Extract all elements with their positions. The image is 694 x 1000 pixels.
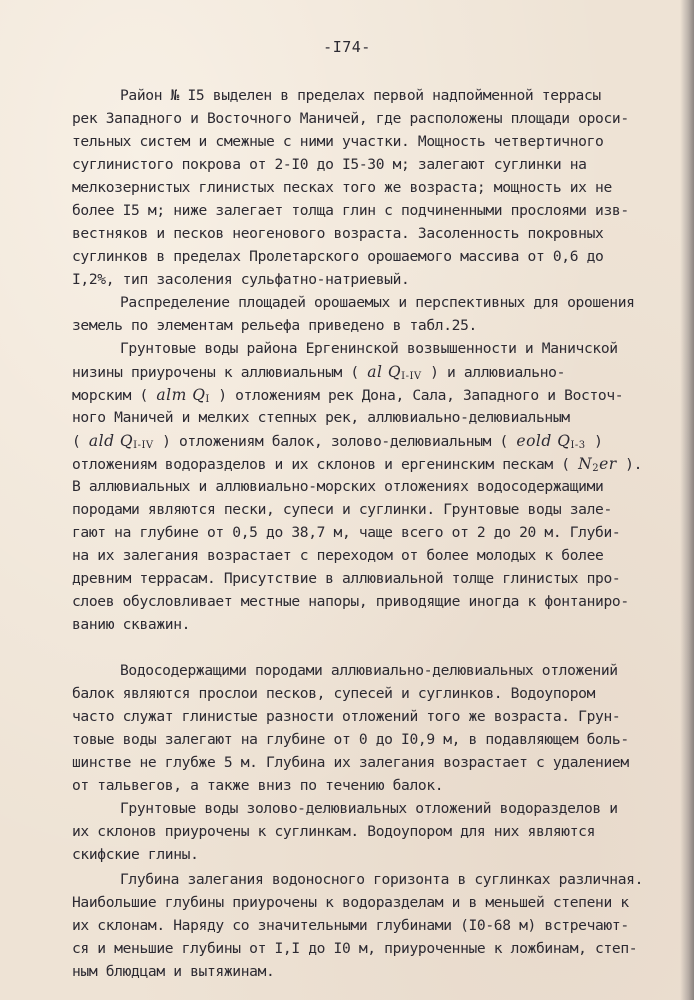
text-line: земель по элементам рельефа приведено в табл.25. [72,317,477,334]
text-line: суглинистого покрова от 2-I0 до I5-30 м; залегают суглинки на [72,156,587,173]
text-line: Грунтовые воды золово-делювиальных отложений водоразделов и [120,800,618,817]
text-fragment: ) и аллювиально- [421,364,566,381]
formula-text: ald Q [88,432,134,450]
text-line: рек Западного и Восточного Маничей, где расположены площади ороси- [72,110,629,127]
geologic-index [367,363,421,381]
text-line: балок являются прослои песков, супесей и суглинков. Водоупором [72,685,596,702]
geologic-index [516,432,585,450]
text-line: их склонам. Наряду со значительными глубинами (I0-68 м) встречают- [72,917,629,934]
formula-subscript: I-IV [401,371,422,382]
formula-text: al Q [367,363,402,381]
text-line: часто служат глинистые разности отложений того же возраста. Грун- [72,708,621,725]
text-fragment: ) отложениям балок, золово-делювиальным ( [153,433,517,450]
text-line: В аллювиальных и аллювиально-морских отложениях водосодержащими [72,478,604,495]
text-line: Грунтовые воды района Ергенинской возвышенности и Маничской [120,340,618,357]
text-line: на их залегания возрастает с переходом от более молодых к более [72,547,604,564]
geologic-index [156,386,209,404]
text-line: суглинков в пределах Пролетарского орошаемого массива от 0,6 до [72,248,604,265]
text-line: слоев обусловливает местные напоры, приводящие иногда к фонтаниро- [72,593,629,610]
text-line: их склонов приурочены к суглинкам. Водоупором для них являются [72,823,596,840]
text-line: вестняков и песков неогенового возраста. Засоленность покровных [72,225,604,242]
text-line: породами являются пески, супеси и суглинки. Грунтовые воды зале- [72,501,612,518]
text-line: Глубина залегания водоносного горизонта в суглинках различная. [120,871,644,888]
text-line-with-formula [72,431,692,453]
text-fragment: морским ( [72,387,157,404]
formula-text: er [599,455,617,473]
text-line: гают на глубине от 0,5 до 38,7 м, чаще всего от 2 до 20 м. Глуби- [72,524,621,541]
formula-text: alm Q [156,386,206,404]
text-line: мелкозернистых глинистых песках того же возраста; мощность их не [72,179,612,196]
text-line: Район № I5 выделен в пределах первой надпойменной террасы [120,87,601,104]
formula-text: eold Q [516,432,571,450]
text-line: шинстве не глубже 5 м. Глубина их залегания возрастает с удалением [72,754,629,771]
formula-text: N [578,455,593,473]
text-line: ного Маничей и мелких степных рек, аллювиально-делювиальным [72,409,570,426]
text-line-with-formula [72,454,692,476]
text-line: товые воды залегают на глубине от 0 до I0,9 м, в подавляющем боль- [72,731,629,748]
text-line: тельных систем и смежные с ними участки. Мощность четвертичного [72,133,604,150]
text-line: Водосодержащими породами аллювиально-делювиальных отложений [120,662,618,679]
text-line: I,2%, тип засоления сульфатно-натриевый. [72,271,410,288]
text-line: Распределение площадей орошаемых и перспективных для орошения [120,294,635,311]
formula-subscript: 2 [592,463,600,474]
text-line: от тальвегов, а также вниз по течению балок. [72,777,444,794]
text-fragment: ( [72,433,89,450]
text-line-with-formula [72,362,692,384]
geologic-index [578,455,617,473]
text-fragment: ). [616,456,643,473]
text-line: скифские глины. [72,846,199,863]
text-fragment: отложениям водоразделов и их склонов и ергенинским пескам ( [72,456,579,473]
formula-subscript: I-3 [570,440,586,451]
text-fragment: ) [585,433,603,450]
formula-subscript: I [205,394,210,405]
text-line: ванию скважин. [72,616,191,633]
text-line: Наибольшие глубины приурочены к водоразделам и в меньшей степени к [72,894,629,911]
text-fragment: низины приурочены к аллювиальным ( [72,364,368,381]
text-fragment: ) отложениям рек Дона, Сала, Западного и Восточ- [209,387,624,404]
text-line: древним террасам. Присутствие в аллювиальной толще глинистых про- [72,570,621,587]
text-line: ся и меньшие глубины от I,I до I0 м, приуроченные к ложбинам, степ- [72,940,638,957]
text-line: более I5 м; ниже залегает толща глин с подчиненными прослоями изв- [72,202,629,219]
text-line: ным блюдцам и вытяжинам. [72,963,275,980]
text-line-with-formula [72,385,692,407]
page-number: -I74- [323,38,371,56]
geologic-index [89,432,154,450]
formula-subscript: I-IV [133,440,154,451]
